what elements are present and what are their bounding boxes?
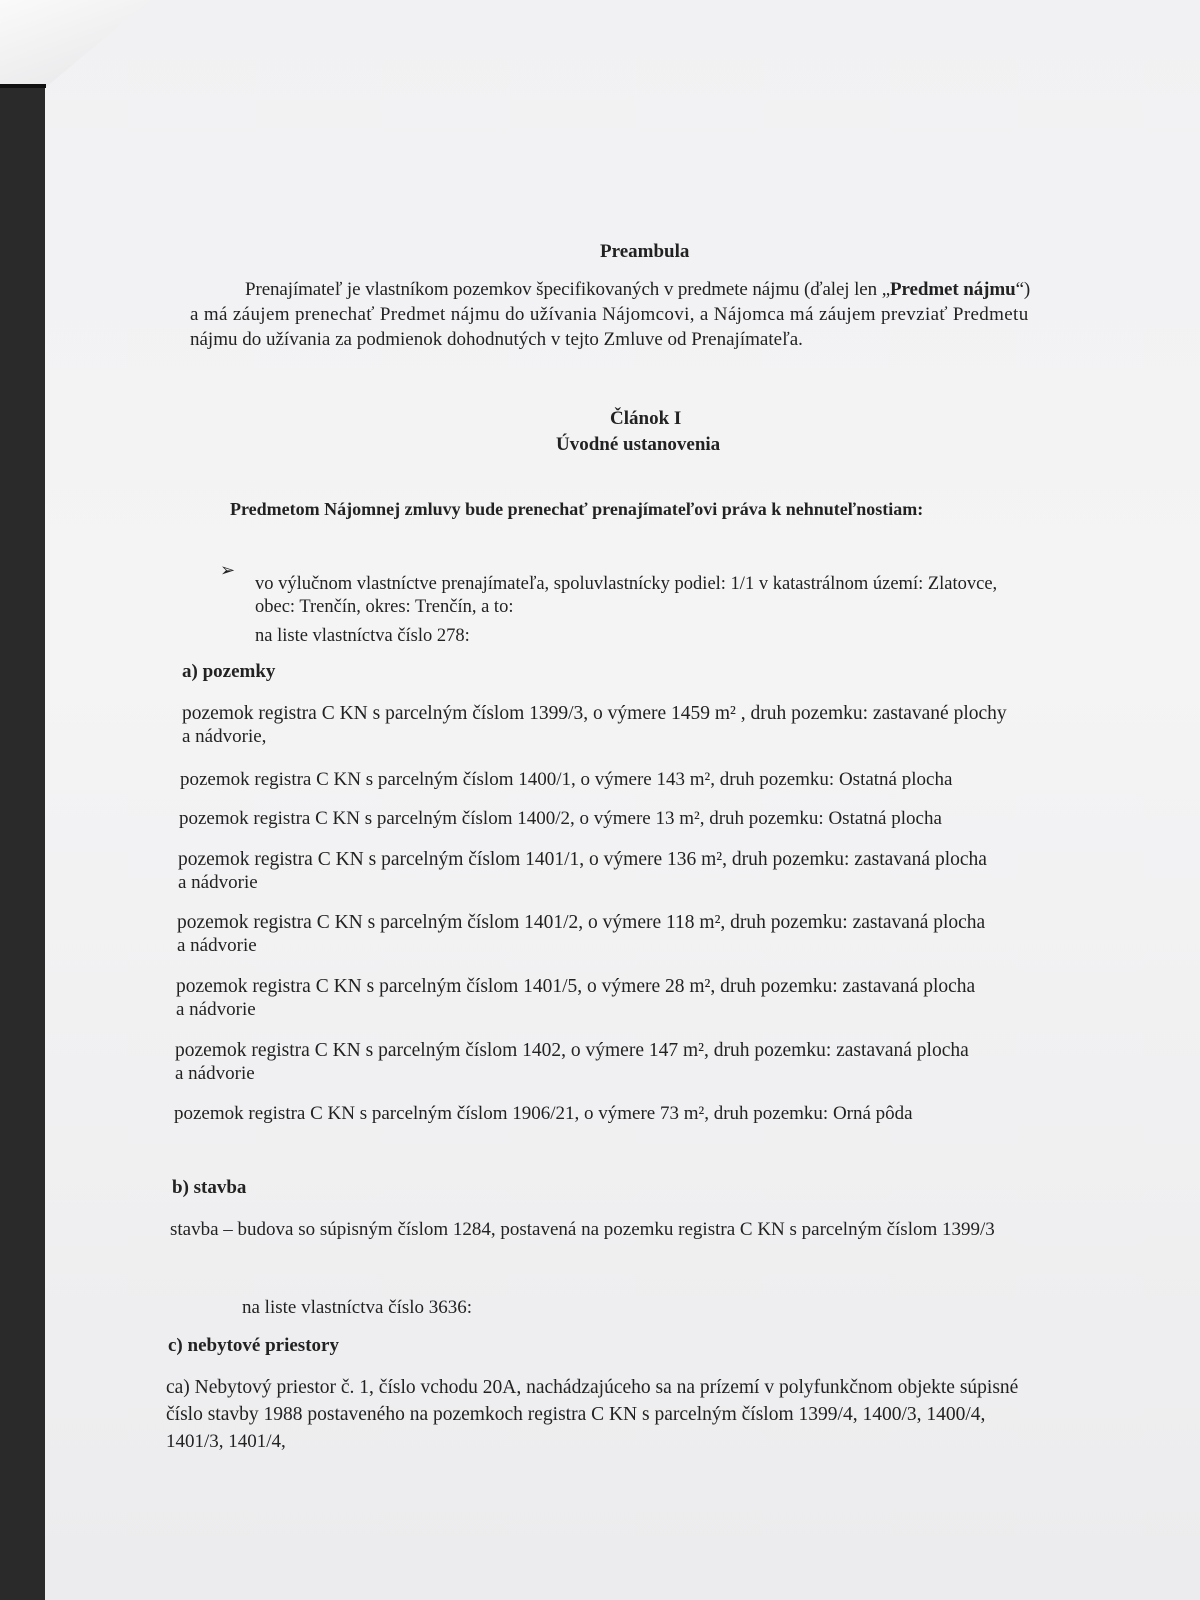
parcel-line: pozemok registra C KN s parcelným číslom 1401/2, o výmere 118 m², druh pozemku: zastavaná plocha: [177, 912, 986, 933]
space-line: ca) Nebytový priestor č. 1, číslo vchodu 20A, nachádzajúceho sa na prízemí v polyfunkčnom objekte súpisné: [166, 1377, 1019, 1398]
parcel-line: a nádvorie: [176, 999, 256, 1020]
ownership-line-2: obec: Trenčín, okres: Trenčín, a to:: [255, 597, 514, 617]
section-b-heading: b) stavba: [172, 1177, 247, 1198]
parcel-line: a nádvorie: [175, 1063, 255, 1084]
section-a-heading: a) pozemky: [182, 661, 276, 682]
preamble-line-1: [245, 278, 1030, 302]
parcel-line: pozemok registra C KN s parcelným číslom 1401/1, o výmere 136 m², druh pozemku: zastavaná plocha: [178, 849, 987, 870]
preamble-closing-quote: “): [1015, 279, 1031, 300]
parcel-line: pozemok registra C KN s parcelným číslom 1400/2, o výmere 13 m², druh pozemku: Ostatná plocha: [179, 808, 942, 829]
ownership-list-278: na liste vlastníctva číslo 278:: [255, 626, 470, 646]
parcel-line: pozemok registra C KN s parcelným číslom 1399/3, o výmere 1459 m² , druh pozemku: zastavané plochy: [182, 703, 1007, 724]
parcel-line: pozemok registra C KN s parcelným číslom 1401/5, o výmere 28 m², druh pozemku: zastavaná plocha: [176, 976, 976, 997]
section-c-heading: c) nebytové priestory: [168, 1335, 339, 1356]
parcel-line: pozemok registra C KN s parcelným číslom 1400/1, o výmere 143 m², druh pozemku: Ostatná plocha: [180, 769, 953, 790]
preamble-line-1-text: Prenajímateľ je vlastníkom pozemkov špecifikovaných v predmete nájmu (ďalej len „: [245, 279, 891, 300]
building-description: stavba – budova so súpisným číslom 1284, postavená na pozemku registra C KN s parcelným číslom 1399/3: [170, 1219, 995, 1240]
page-edge-shadow: [0, 84, 46, 88]
parcel-line: pozemok registra C KN s parcelným číslom 1906/21, o výmere 73 m², druh pozemku: Orná pôda: [174, 1103, 913, 1124]
arrow-bullet-icon: ➢: [220, 560, 236, 580]
preamble-line-2: a má záujem prenechať Predmet nájmu do užívania Nájomcovi, a Nájomca má záujem prevziať Predmetu: [190, 304, 1029, 325]
parcel-line: a nádvorie,: [182, 726, 267, 747]
preamble-bold-term: Predmet nájmu: [890, 279, 1016, 300]
parcel-line: pozemok registra C KN s parcelným číslom 1402, o výmere 147 m², druh pozemku: zastavaná plocha: [175, 1040, 969, 1061]
parcel-line: a nádvorie: [178, 872, 258, 893]
article-intro: Predmetom Nájomnej zmluvy bude prenechať prenajímateľovi práva k nehnuteľnostiam:: [230, 499, 924, 519]
space-line: 1401/3, 1401/4,: [166, 1431, 286, 1452]
preamble-line-3: nájmu do užívania za podmienok dohodnutých v tejto Zmluve od Prenajímateľa.: [190, 329, 803, 350]
parcel-line: a nádvorie: [177, 935, 257, 956]
space-line: číslo stavby 1988 postaveného na pozemkoch registra C KN s parcelným číslom 1399/4, 1400/3, 1400/4,: [166, 1404, 986, 1425]
ownership-line-1: vo výlučnom vlastníctve prenajímateľa, spoluvlastnícky podiel: 1/1 v katastrálnom území: Zlatovce,: [255, 574, 998, 594]
preamble-heading: Preambula: [600, 241, 690, 262]
ownership-list-3636: na liste vlastníctva číslo 3636:: [242, 1297, 473, 1318]
article-title: Úvodné ustanovenia: [556, 434, 721, 455]
article-number: Článok I: [610, 408, 682, 429]
